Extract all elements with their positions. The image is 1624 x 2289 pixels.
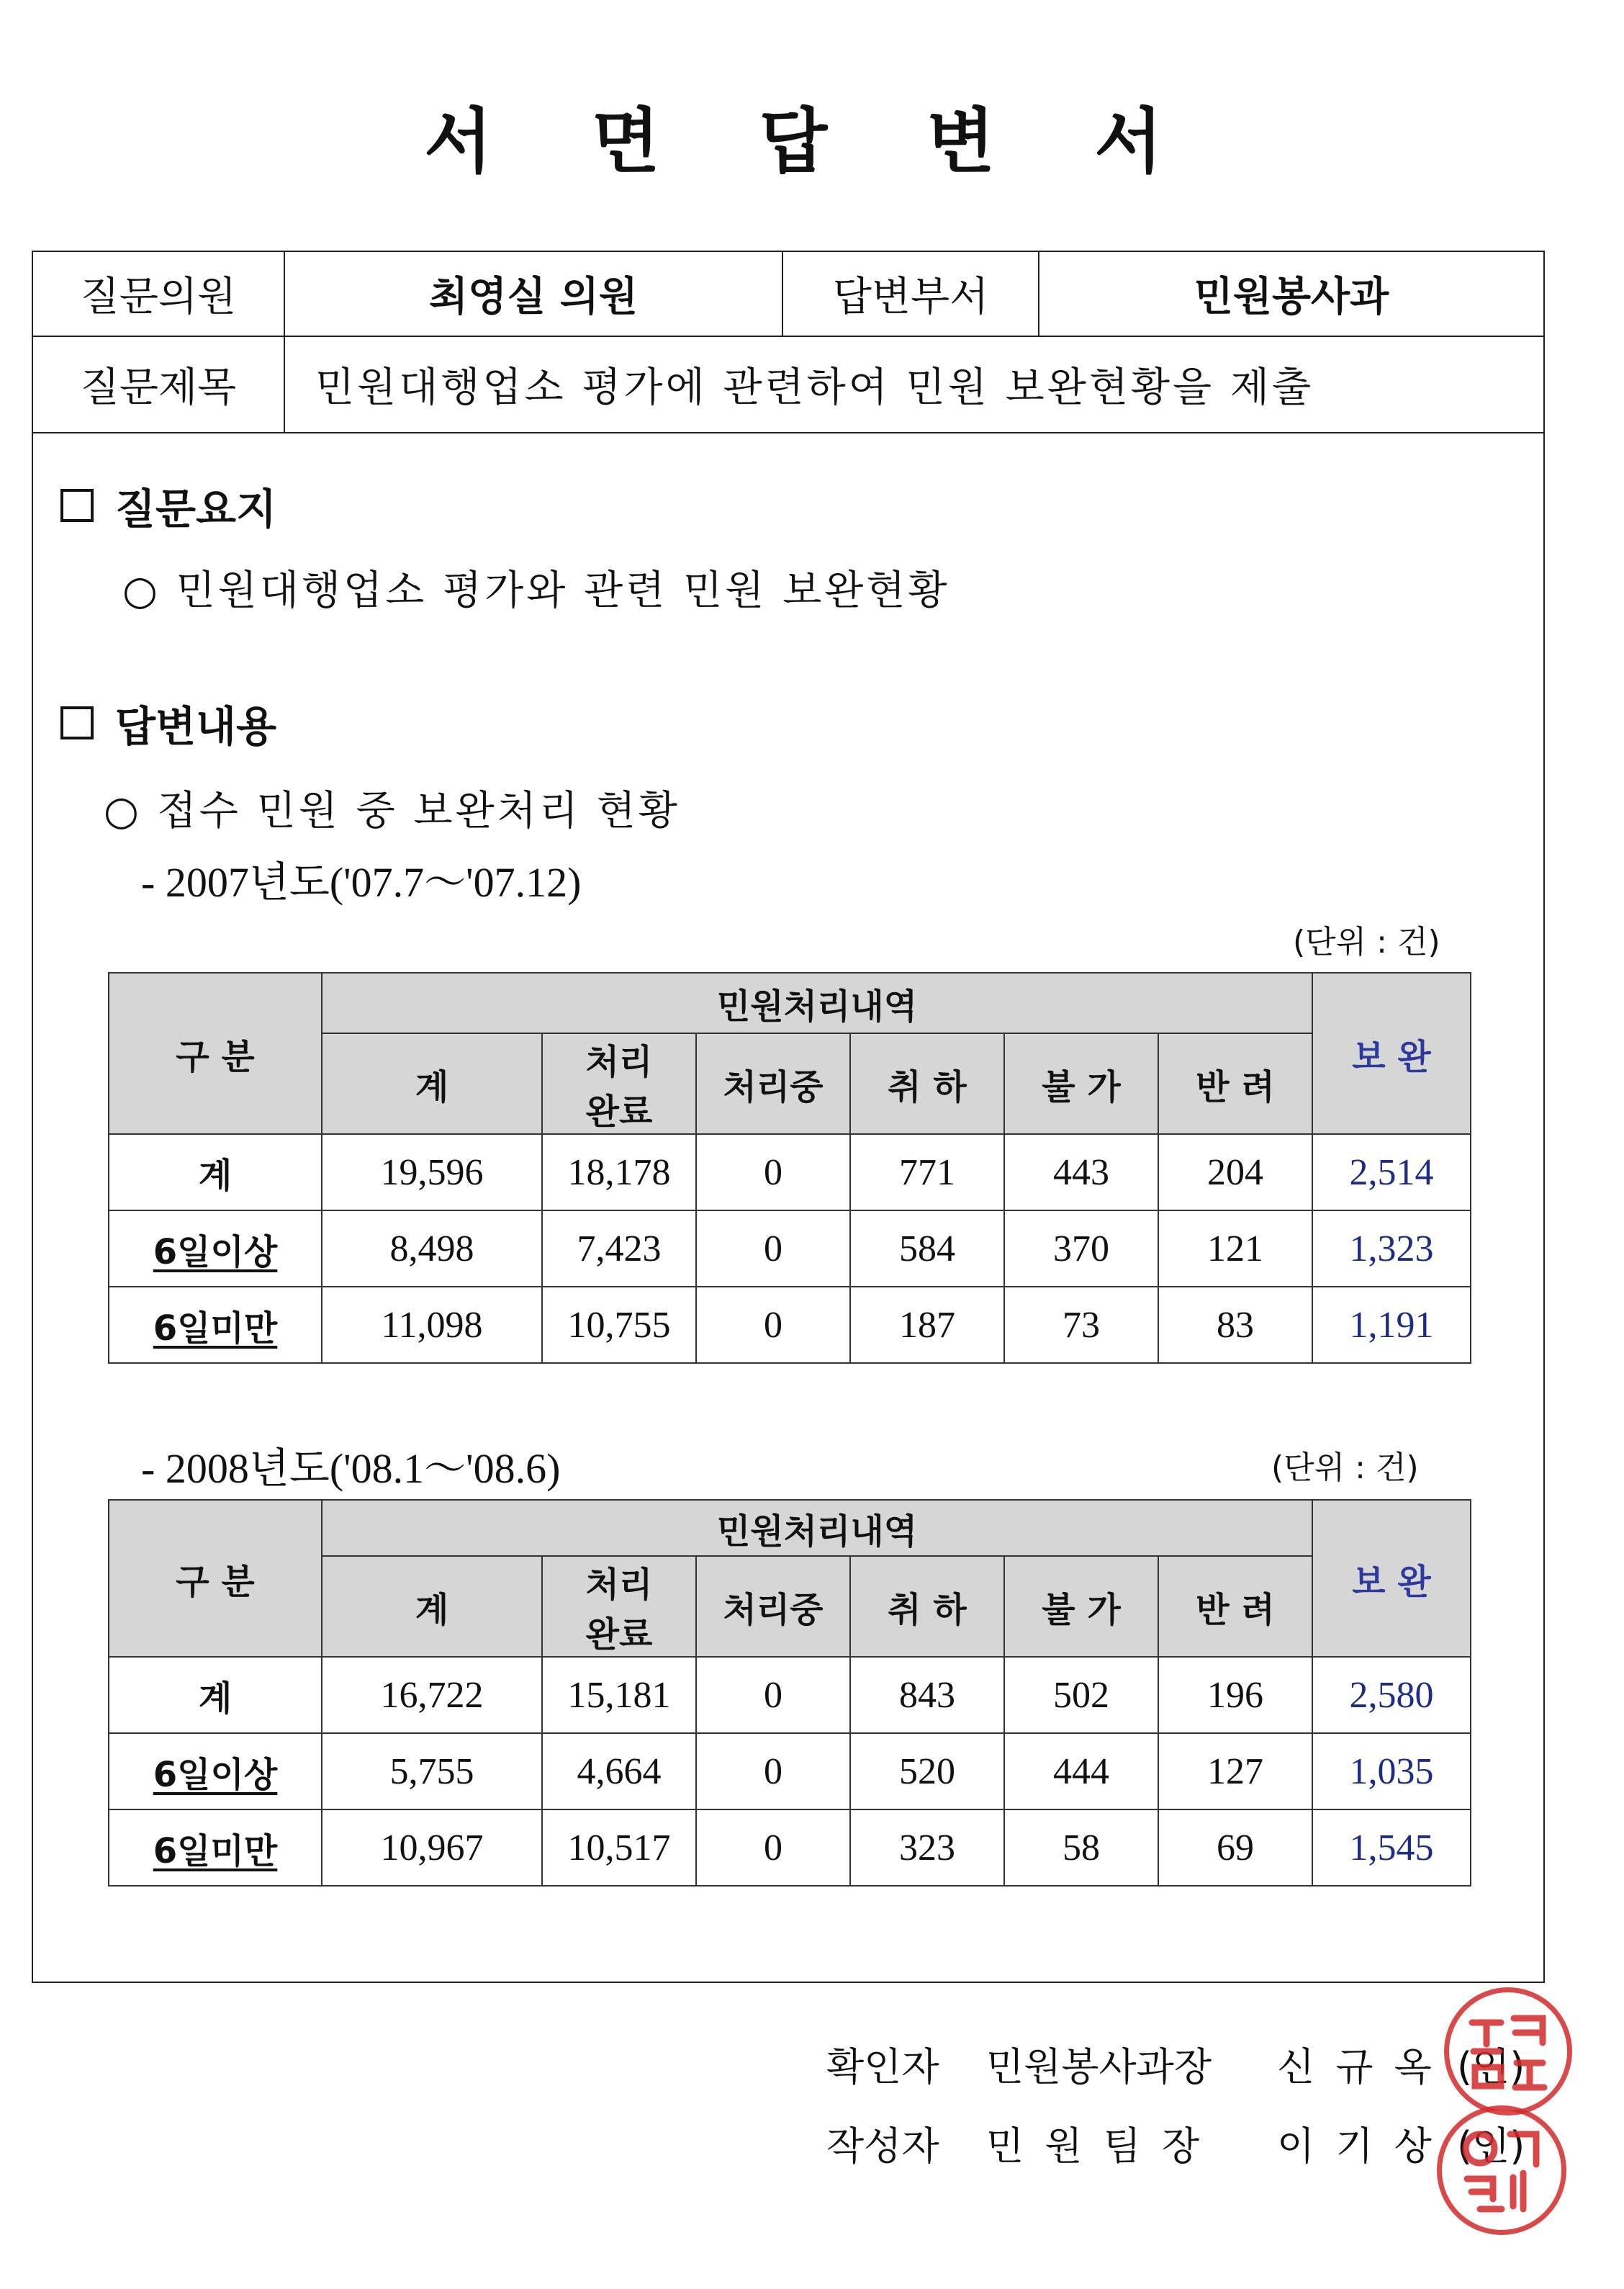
cell-total: 5,755	[322, 1733, 542, 1809]
cell-total: 10,967	[322, 1809, 542, 1886]
header-group: 민원처리내역	[322, 1500, 1312, 1556]
cell-total: 16,722	[322, 1657, 542, 1733]
cell-total: 11,098	[322, 1287, 542, 1363]
unit-2008: (단위 : 건)	[1271, 1449, 1419, 1486]
seal-pattern-icon	[1451, 2120, 1552, 2221]
row-label	[109, 1809, 322, 1886]
cell-rejected: 444	[1004, 1733, 1158, 1809]
cell-returned: 83	[1158, 1287, 1312, 1363]
table-row	[109, 1809, 1471, 1886]
writer-name: 이 기 상	[1277, 2123, 1436, 2169]
cell-withdrawn: 771	[850, 1134, 1004, 1210]
cell-processing: 0	[696, 1134, 850, 1210]
cell-withdrawn: 584	[850, 1210, 1004, 1287]
cell-returned: 204	[1158, 1134, 1312, 1210]
row-label-text: 6일미만	[153, 1308, 278, 1349]
writer-seal-text: (인)	[1457, 2123, 1525, 2169]
question-member-value: 최영실 의원	[429, 273, 638, 320]
seal-pattern-icon	[1458, 2001, 1558, 2102]
header-category: 구 분	[109, 973, 322, 1134]
cell-rejected: 443	[1004, 1134, 1158, 1210]
row-label	[109, 1287, 322, 1363]
cell-returned: 69	[1158, 1809, 1312, 1886]
cell-supplement: 1,323	[1312, 1210, 1471, 1287]
confirm-name: 신 규 옥	[1277, 2044, 1436, 2090]
cell-done: 4,664	[542, 1733, 696, 1809]
table-2008	[108, 1499, 1471, 1886]
header-rejected: 불 가	[1004, 1033, 1158, 1134]
cell-withdrawn: 323	[850, 1809, 1004, 1886]
signature-writer	[826, 2115, 1525, 2171]
cell-rejected: 58	[1004, 1809, 1158, 1886]
cell-withdrawn: 520	[850, 1733, 1004, 1809]
row-label	[109, 1733, 322, 1809]
cell-supplement: 1,035	[1312, 1733, 1471, 1809]
header-supplement: 보 완	[1312, 973, 1471, 1134]
signature-confirm	[826, 2036, 1525, 2092]
period-2008: - 2008년도('08.1～'08.6)	[141, 1445, 561, 1492]
period-2007: - 2007년도('07.7～'07.12)	[141, 859, 582, 906]
document-title: 서 면 답 변 서	[424, 101, 1200, 183]
cell-done: 7,423	[542, 1210, 696, 1287]
cell-supplement: 1,545	[1312, 1809, 1471, 1886]
confirm-role: 확인자	[826, 2044, 939, 2090]
unit-2007: (단위 : 건)	[1293, 924, 1440, 961]
header-done-line1: 처리	[585, 1565, 653, 1605]
header-withdrawn: 취 하	[850, 1556, 1004, 1657]
confirm-seal-text: (인)	[1457, 2044, 1525, 2090]
header-rejected: 불 가	[1004, 1556, 1158, 1657]
header-category: 구 분	[109, 1500, 322, 1657]
cell-processing: 0	[696, 1733, 850, 1809]
header-supplement: 보 완	[1312, 1500, 1471, 1657]
writer-role: 작성자	[826, 2123, 939, 2169]
table-row	[109, 1134, 1471, 1210]
cell-processing: 0	[696, 1809, 850, 1886]
table-row	[109, 1657, 1471, 1733]
header-group: 민원처리내역	[322, 973, 1312, 1033]
header-done-line2: 완료	[585, 1092, 653, 1132]
question-title-label: 질문제목	[80, 364, 237, 411]
cell-processing: 0	[696, 1210, 850, 1287]
divider	[33, 432, 1545, 433]
header-processing: 처리중	[696, 1033, 850, 1134]
gist-item: ○ 민원대행업소 평가와 관련 민원 보완현황	[122, 567, 950, 614]
table-row	[109, 1733, 1471, 1809]
header-done	[542, 1556, 696, 1657]
answer-item: ○ 접수 민원 중 보완처리 현황	[104, 788, 680, 835]
gist-heading-text: 질문요지	[115, 485, 277, 534]
header-done-line2: 완료	[585, 1614, 653, 1655]
answer-department-label: 답변부서	[832, 274, 989, 320]
cell-supplement: 2,580	[1312, 1657, 1471, 1733]
cell-processing: 0	[696, 1657, 850, 1733]
table-row	[109, 1287, 1471, 1363]
row-label-text: 6일이상	[153, 1754, 278, 1795]
table-2007	[108, 972, 1471, 1364]
cell-rejected: 502	[1004, 1657, 1158, 1733]
cell-returned: 196	[1158, 1657, 1312, 1733]
header-done	[542, 1033, 696, 1134]
cell-done: 15,181	[542, 1657, 696, 1733]
seal-stamp-icon	[1437, 2105, 1566, 2235]
gist-heading	[60, 475, 276, 536]
cell-total: 8,498	[322, 1210, 542, 1287]
confirm-title: 민원봉사과장	[986, 2044, 1212, 2090]
row-label	[109, 1210, 322, 1287]
row-label: 계	[109, 1657, 322, 1733]
checkbox-square-icon	[60, 489, 94, 522]
cell-supplement: 2,514	[1312, 1134, 1471, 1210]
seal-stamp-icon	[1444, 1987, 1572, 2115]
cell-withdrawn: 187	[850, 1287, 1004, 1363]
cell-rejected: 370	[1004, 1210, 1158, 1287]
cell-done: 10,755	[542, 1287, 696, 1363]
cell-processing: 0	[696, 1287, 850, 1363]
row-label-text: 6일미만	[153, 1830, 278, 1871]
header-processing: 처리중	[696, 1556, 850, 1657]
cell-done: 18,178	[542, 1134, 696, 1210]
cell-returned: 127	[1158, 1733, 1312, 1809]
answer-heading-text: 답변내용	[115, 702, 277, 751]
answer-department-value: 민원봉사과	[1194, 273, 1389, 320]
cell-done: 10,517	[542, 1809, 696, 1886]
question-title-value: 민원대행업소 평가에 관련하여 민원 보완현황을 제출	[315, 364, 1314, 411]
cell-returned: 121	[1158, 1210, 1312, 1287]
answer-heading	[60, 693, 276, 753]
header-returned: 반 려	[1158, 1033, 1312, 1134]
table-row	[109, 1210, 1471, 1287]
cell-total: 19,596	[322, 1134, 542, 1210]
cell-withdrawn: 843	[850, 1657, 1004, 1733]
row-label: 계	[109, 1134, 322, 1210]
cell-rejected: 73	[1004, 1287, 1158, 1363]
header-total: 계	[322, 1556, 542, 1657]
cell-supplement: 1,191	[1312, 1287, 1471, 1363]
checkbox-square-icon	[60, 706, 94, 739]
question-member-label: 질문의원	[80, 274, 237, 320]
header-returned: 반 려	[1158, 1556, 1312, 1657]
row-label-text: 6일이상	[153, 1231, 278, 1272]
header-withdrawn: 취 하	[850, 1033, 1004, 1134]
header-total: 계	[322, 1033, 542, 1134]
header-done-line1: 처리	[585, 1042, 653, 1082]
writer-title: 민 원 팀 장	[986, 2123, 1204, 2169]
